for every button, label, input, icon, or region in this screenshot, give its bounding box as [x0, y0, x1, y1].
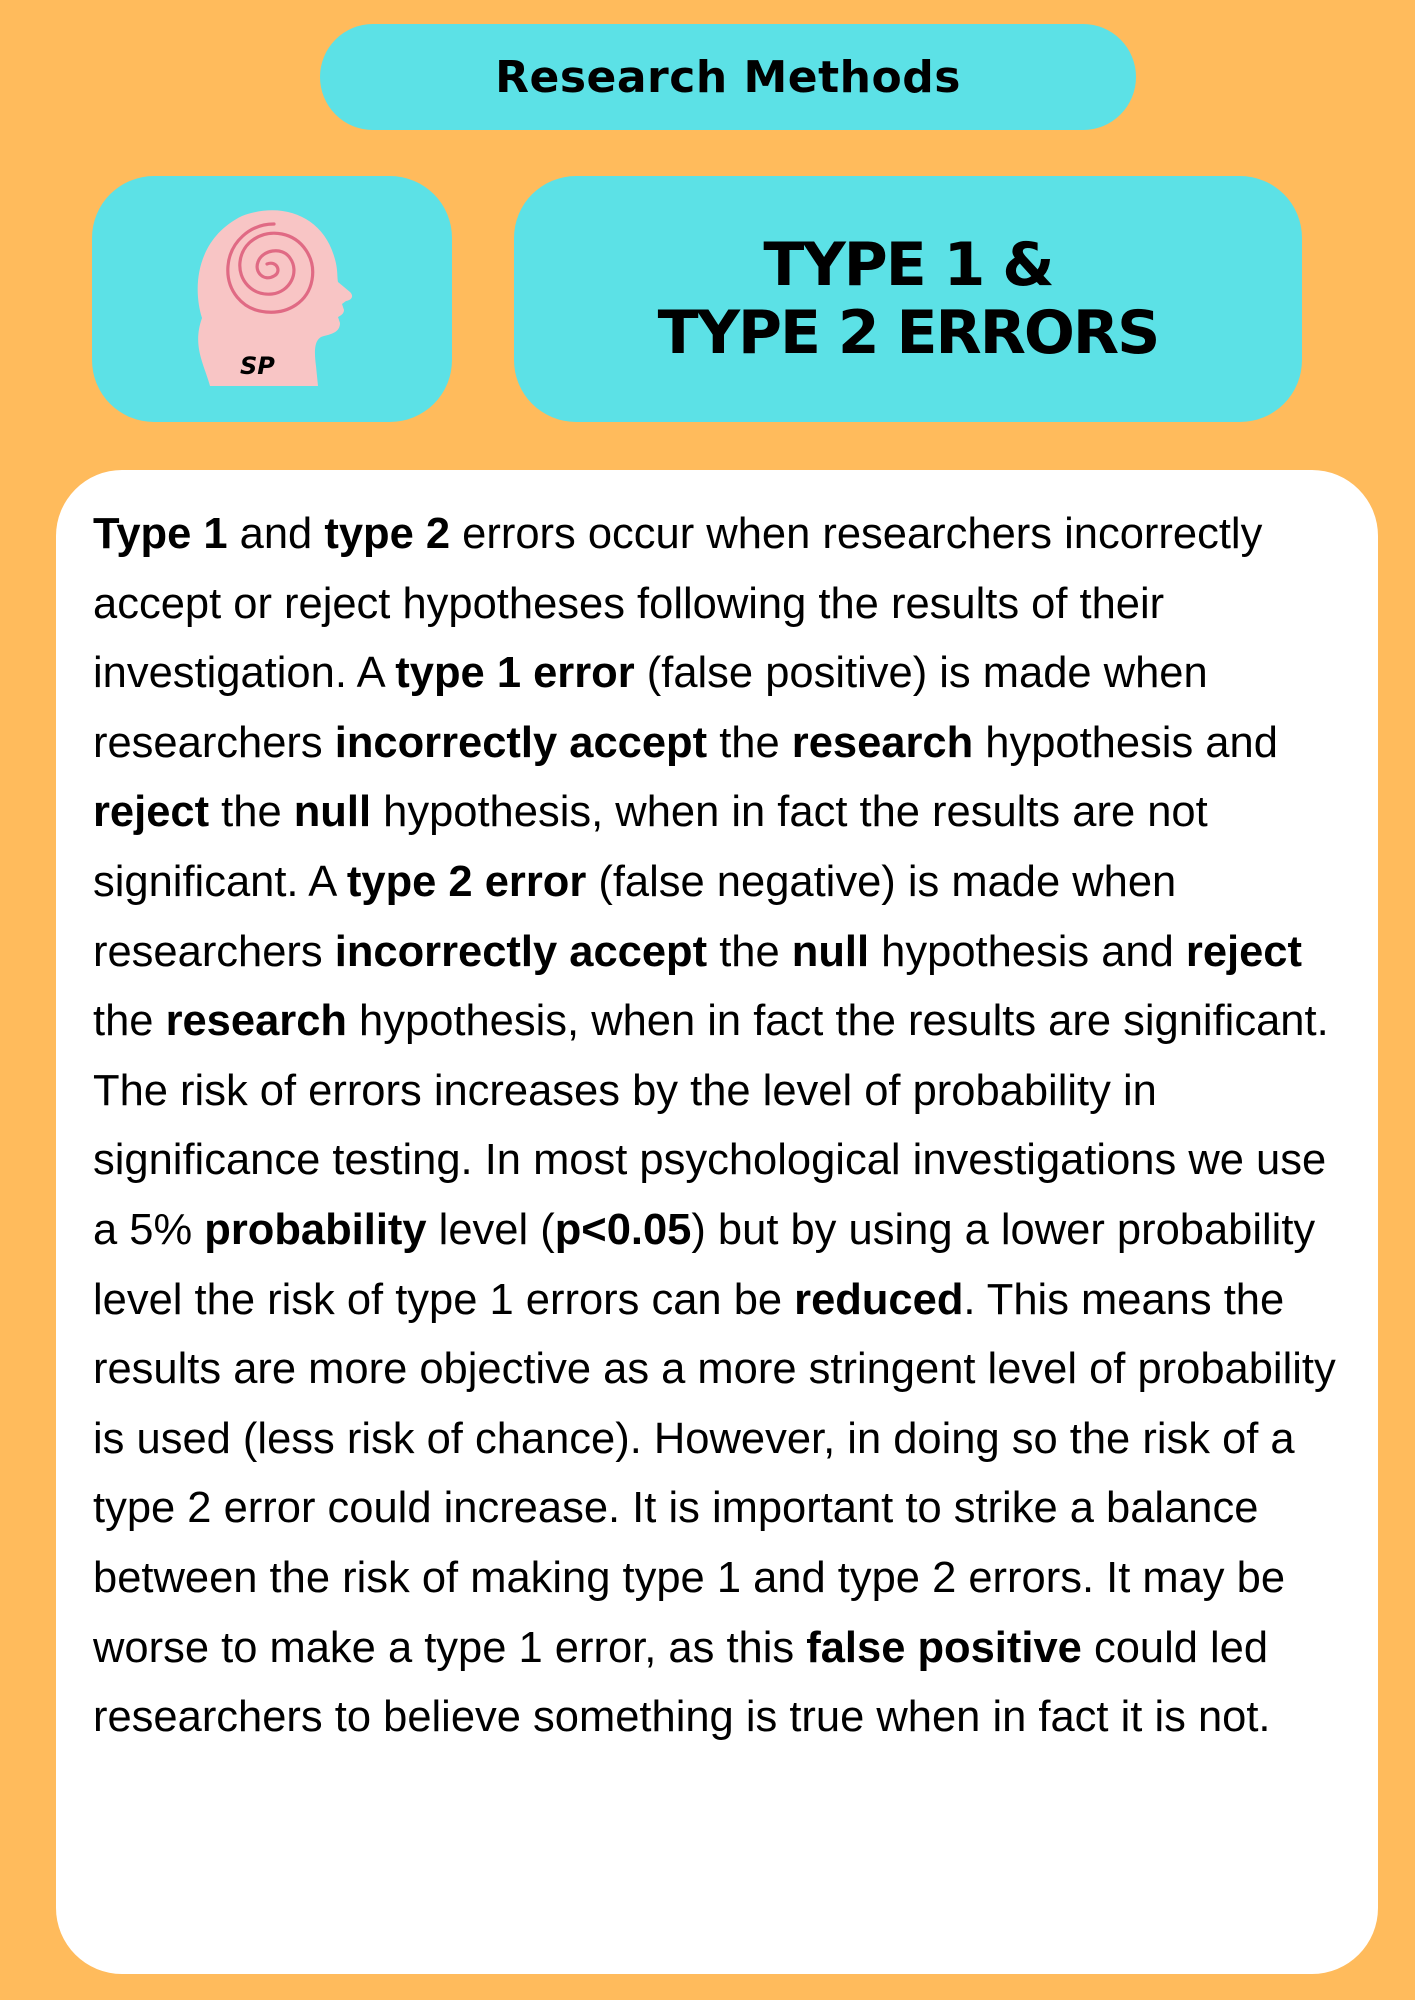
text-segment: hypothesis, when in fact the results are not significant. A — [93, 788, 1208, 906]
text-segment: errors occur when researchers incorrectly accept or reject hypotheses following the results of their investigation. A — [93, 510, 1263, 698]
text-segment-bold: false positive — [806, 1623, 1082, 1672]
text-segment-bold: type 1 error — [395, 649, 635, 698]
text-segment: level ( — [426, 1205, 555, 1254]
text-segment-bold: reduced — [794, 1275, 964, 1324]
title-line-1: TYPE 1 & — [763, 230, 1053, 300]
text-segment-bold: Type 1 — [93, 510, 228, 558]
head-spiral-icon — [92, 176, 452, 422]
text-segment-bold: p<0.05 — [554, 1205, 692, 1254]
text-segment: the — [209, 788, 294, 837]
text-segment-bold: null — [791, 927, 870, 976]
text-segment: the — [707, 718, 792, 767]
category-pill — [320, 24, 1136, 130]
text-segment-bold: type 2 — [324, 510, 451, 558]
text-segment: the — [707, 927, 792, 976]
text-segment-bold: incorrectly accept — [334, 927, 708, 976]
text-segment: hypothesis and — [869, 927, 1186, 976]
text-segment-bold: research — [791, 718, 974, 767]
text-segment: hypothesis, when in fact the results are significant. The risk of errors increases by the level of probability in significance testing. In most psychological investigations we use a 5% — [93, 997, 1329, 1254]
text-segment: (false positive) is made when researchers — [93, 649, 1208, 767]
text-segment: hypothesis and — [973, 718, 1278, 767]
category-label: Research Methods — [495, 51, 961, 103]
text-segment-bold: probability — [204, 1205, 427, 1254]
text-segment: the — [93, 997, 166, 1046]
head-silhouette — [198, 210, 352, 386]
text-segment-bold: reject — [93, 788, 210, 837]
text-segment: . This means the results are more objective as a more stringent level of probability is used (less risk of chance). However, in doing so the risk of a type 2 error could increase. It is important to strike a balance between the risk of making type 1 and type 2 errors. It may be worse to make a type 1 error, as this — [93, 1275, 1336, 1672]
body-paragraph — [93, 500, 1358, 1753]
text-segment-bold: research — [165, 997, 347, 1046]
text-segment-bold: null — [293, 788, 372, 837]
title-card — [514, 176, 1302, 422]
text-segment-bold: reject — [1185, 927, 1302, 976]
text-segment-bold: type 2 error — [346, 857, 587, 906]
text-segment: could led researchers to believe something is true when in fact it is not. — [93, 1623, 1271, 1742]
logo-initials: SP — [240, 352, 275, 380]
text-segment: and — [227, 510, 325, 558]
text-segment: ) but by using a lower probability level the risk of type 1 errors can be — [93, 1205, 1316, 1324]
text-segment-bold: incorrectly accept — [334, 718, 708, 767]
title-line-2: TYPE 2 ERRORS — [657, 298, 1159, 368]
text-segment: (false negative) is made when researchers — [93, 857, 1177, 976]
logo-card — [92, 176, 452, 422]
